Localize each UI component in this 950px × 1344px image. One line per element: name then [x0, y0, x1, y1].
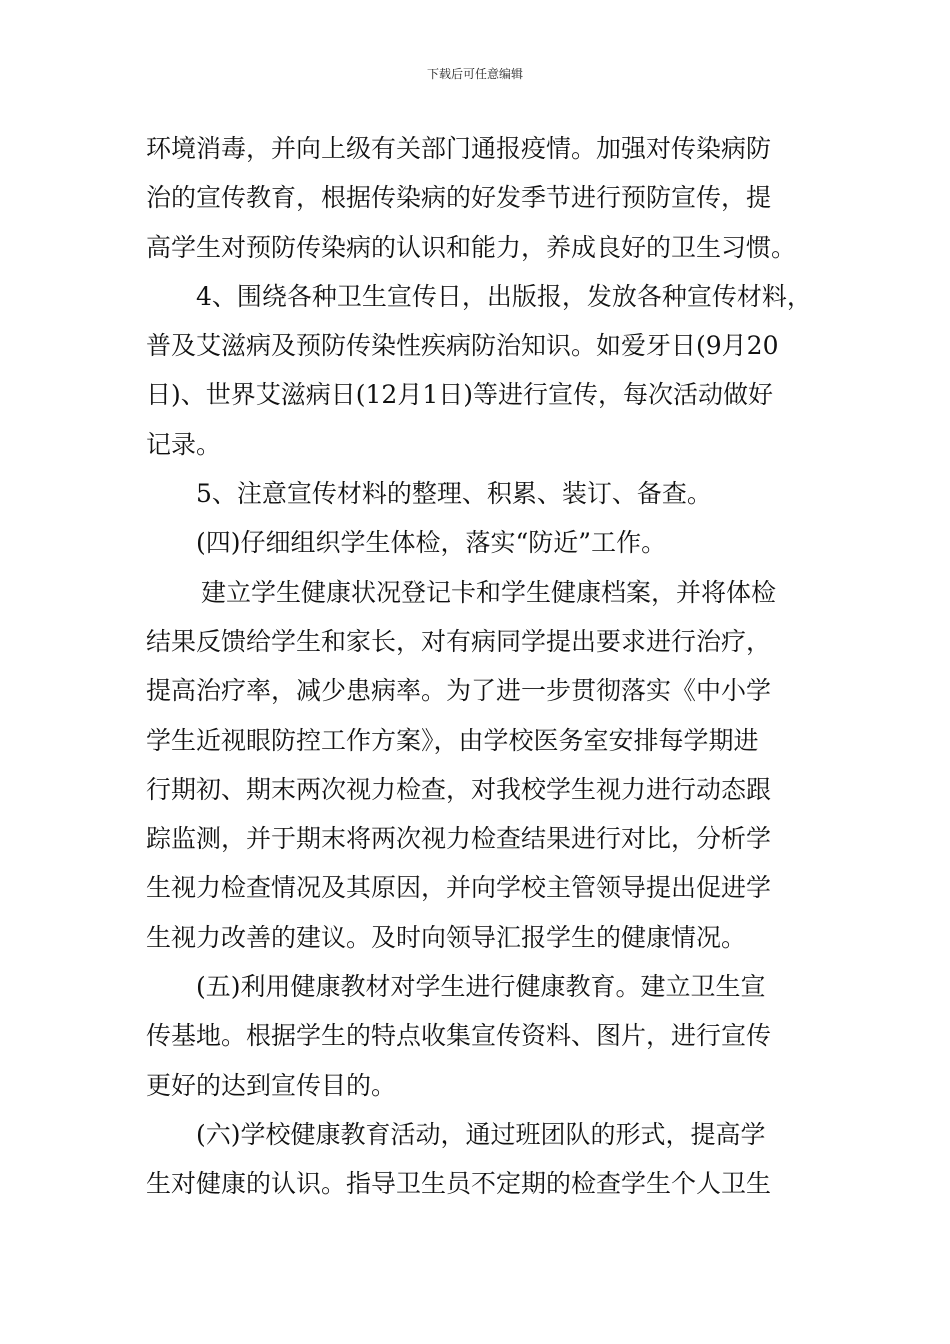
text-line: 结果反馈给学生和家长，对有病同学提出要求进行治疗，: [146, 626, 772, 656]
document-body: [146, 124, 816, 1209]
text-line: 更好的达到宣传目的。: [146, 1070, 397, 1100]
text-line: 高学生对预防传染病的认识和能力，养成良好的卫生习惯。: [146, 232, 797, 262]
text-line: (四)仔细组织学生体检，落实“防近”工作。: [196, 528, 667, 558]
text-line: 环境消毒，并向上级有关部门通报疫情。加强对传染病防: [146, 134, 772, 163]
text-line: 生对健康的认识。指导卫生员不定期的检查学生个人卫生: [146, 1169, 772, 1199]
text-line: 4、围绕各种卫生宣传日，出版报，发放各种宣传材料，: [196, 281, 812, 311]
text-line: 生视力检查情况及其原因，并向学校主管领导提出促进学: [146, 873, 772, 903]
page-header-note: 下载后可任意编辑: [426, 67, 523, 81]
text-line: 学生近视眼防控工作方案》，由学校医务室安排每学期进: [146, 725, 759, 755]
text-line: 治的宣传教育，根据传染病的好发季节进行预防宣传，提: [146, 183, 772, 213]
text-line: 5、注意宣传材料的整理、积累、装订、备查。: [196, 479, 712, 509]
text-line: 生视力改善的建议。及时向领导汇报学生的健康情况。: [146, 922, 747, 952]
text-line: 踪监测，并于期末将两次视力检查结果进行对比，分析学: [146, 824, 772, 854]
text-line: (五)利用健康教材对学生进行健康教育。建立卫生宣: [196, 972, 766, 1002]
text-line: 提高治疗率，减少患病率。为了进一步贯彻落实《中小学: [146, 676, 772, 706]
text-line: 行期初、期末两次视力检查，对我校学生视力进行动态跟: [146, 774, 772, 804]
text-line: 普及艾滋病及预防传染性疾病防治知识。如爱牙日(9月20: [146, 331, 779, 361]
text-line: 建立学生健康状况登记卡和学生健康档案，并将体检: [201, 577, 777, 607]
text-line: 传基地。根据学生的特点收集宣传资料、图片，进行宣传: [146, 1021, 772, 1051]
text-line: 记录。: [146, 429, 222, 459]
text-line: (六)学校健康教育活动，通过班团队的形式，提高学: [196, 1119, 766, 1149]
text-line: 日)、世界艾滋病日(12月1日)等进行宣传，每次活动做好: [146, 380, 773, 410]
